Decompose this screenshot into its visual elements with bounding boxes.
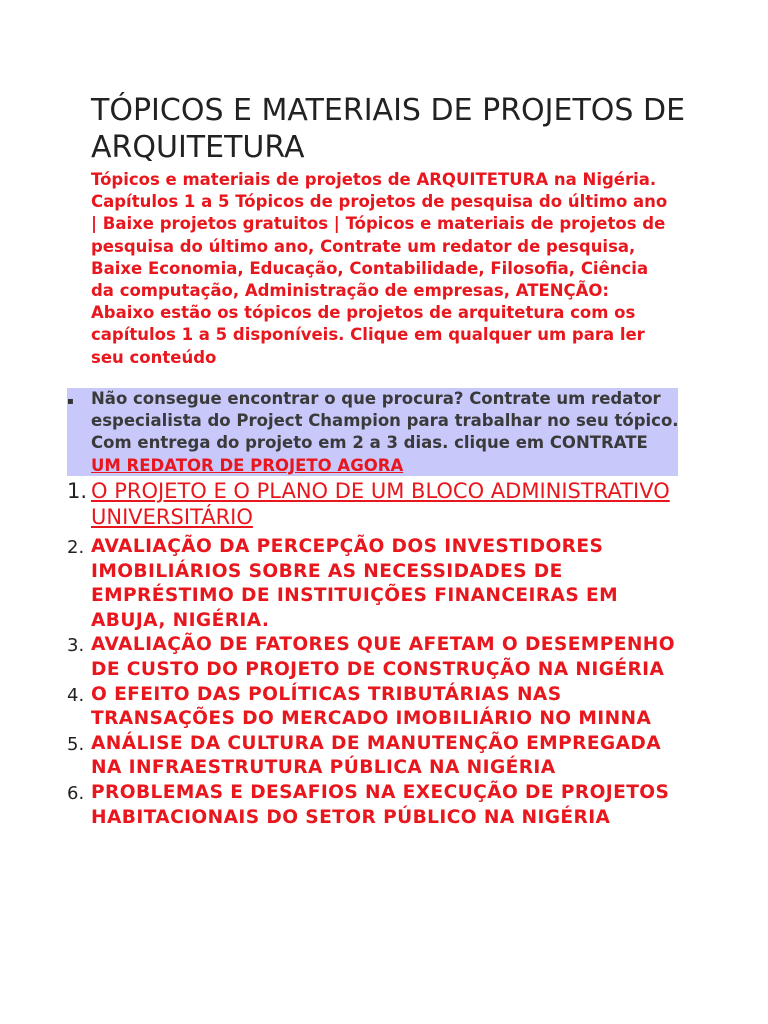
topic-number: 2. — [67, 537, 85, 558]
topic-link[interactable]: PROBLEMAS E DESAFIOS NA EXECUÇÃO DE PROJETOS HABITACIONAIS DO SETOR PÚBLICO NA NIGÉRIA — [91, 781, 670, 828]
topic-link[interactable]: ANÁLISE DA CULTURA DE MANUTENÇÃO EMPREGADA NA INFRAESTRUTURA PÚBLICA NA NIGÉRIA — [91, 732, 661, 779]
callout-text-block — [91, 388, 681, 477]
hire-writer-callout — [67, 388, 678, 476]
topic-link[interactable]: O PROJETO E O PLANO DE UM BLOCO ADMINISTRATIVO UNIVERSITÁRIO — [91, 479, 670, 529]
topic-link[interactable]: AVALIAÇÃO DE FATORES QUE AFETAM O DESEMPENHO DE CUSTO DO PROJETO DE CONSTRUÇÃO NA NIGÉRIA — [91, 634, 675, 680]
topic-link[interactable]: O EFEITO DAS POLÍTICAS TRIBUTÁRIAS NAS TRANSAÇÕES DO MERCADO IMOBILIÁRIO NO MINNA — [91, 683, 652, 730]
topic-item — [0, 732, 768, 781]
callout-message: Não consegue encontrar o que procura? Contrate um redator especialista do Project Champion para trabalhar no seu tópico. Com entrega do projeto em 2 a 3 dias. clique em CONTRATE — [91, 389, 679, 453]
page-title: TÓPICOS E MATERIAIS DE PROJETOS DE ARQUITETURA — [91, 93, 686, 165]
square-bullet-icon: ▪ — [67, 396, 74, 407]
intro-paragraph: Tópicos e materiais de projetos de ARQUITETURA na Nigéria. Capítulos 1 a 5 Tópicos de projetos de pesquisa do último ano | Baixe projetos gratuitos | Tópicos e materiais de projetos de pesquisa do último ano, Contrate um redator de pesquisa, Baixe Economia, Educação, Contabilidade, Filosofia, Ciência da computação, Administração de empresas, ATENÇÃO: Abaixo estão os tópicos de projetos de arquitetura com os capítulos 1 a 5 disponíveis. Clique em qualquer um para ler seu conteúdo — [91, 170, 668, 367]
topic-item — [0, 683, 768, 732]
topics-list — [0, 477, 768, 830]
topic-number: 5. — [67, 733, 85, 755]
topic-number: 4. — [67, 684, 85, 706]
hire-writer-link[interactable]: UM REDATOR DE PROJETO AGORA — [91, 455, 404, 475]
topic-number: 6. — [67, 782, 85, 804]
topic-item — [0, 477, 768, 535]
topic-item — [0, 781, 768, 830]
topic-item — [0, 535, 768, 633]
topic-link[interactable]: AVALIAÇÃO DA PERCEPÇÃO DOS INVESTIDORES IMOBILIÁRIOS SOBRE AS NECESSIDADES DE EMPRÉSTIMO DE INSTITUIÇÕES FINANCEIRAS EM ABUJA, NIGÉRIA. — [91, 536, 619, 631]
topic-item — [0, 633, 768, 682]
topic-number: 1. — [67, 479, 88, 503]
topic-number: 3. — [67, 635, 85, 657]
